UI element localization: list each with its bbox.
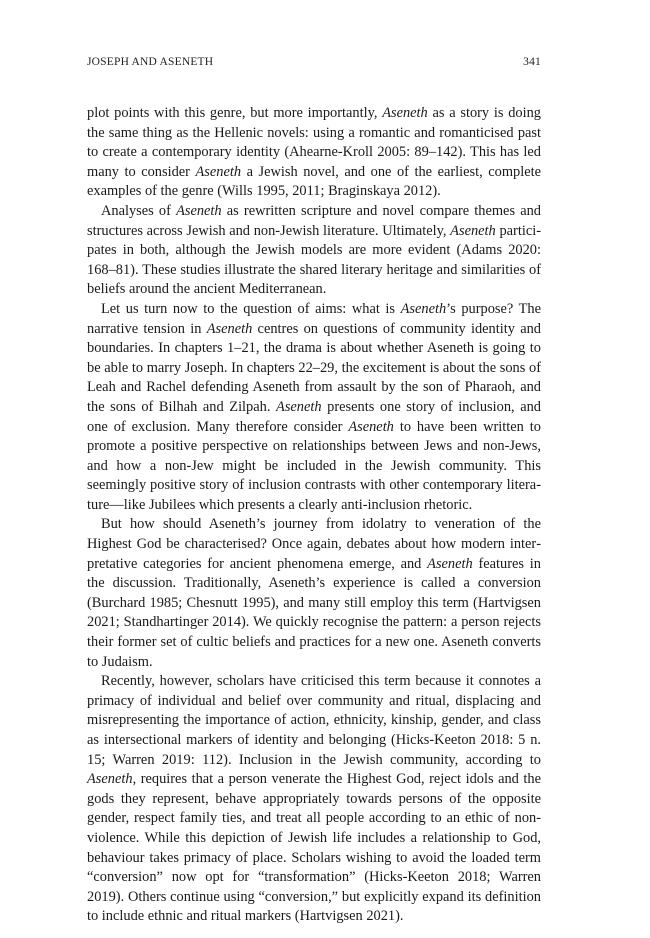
italic-title: Aseneth	[87, 771, 133, 788]
paragraph	[87, 672, 541, 927]
text-run: participates in both, although the Jewish models are more evident (Adams 2020: 168–81). These studies illustrate the shared literary heritage and similarities of beliefs around the ancient Mediterranean.	[87, 222, 542, 298]
text-run: ’s purpose? The narrative tension in	[87, 300, 541, 337]
paragraph	[87, 300, 541, 516]
text-run: as a story is doing the same thing as the Hellenic novels: using a romantic and romanticised past to create a contemporary identity (Ahearne-Kroll 2005: 89–142). This has led many to consider	[87, 105, 541, 180]
body-text	[87, 104, 541, 927]
text-run: But how should Aseneth’s journey from idolatry to veneration of the Highest God be characterised? Once again, debates about how modern interpretative categories for ancient phenomena emerge, and	[87, 516, 541, 572]
text-run: Analyses of	[101, 202, 177, 219]
text-run: plot points with this genre, but more importantly,	[87, 105, 383, 121]
paragraph	[87, 515, 541, 672]
running-head-title: JOSEPH AND ASENETH	[87, 56, 214, 68]
text-run: centres on questions of community identity and boundaries. In chapters 1–21, the drama is about whether Aseneth is going to be able to marry Joseph. In chapters 22–29, the excitement is about the sons of Leah and Rachel defending Aseneth from assault by the son of Pharaoh, and the sons of Bilhah and Zilpah.	[87, 320, 541, 415]
text-run: presents one story of inclusion, and one of exclusion. Many therefore consider	[87, 398, 541, 435]
italic-title: Aseneth	[276, 398, 322, 415]
page-number: 341	[523, 56, 541, 68]
text-run: Let us turn now to the question of aims: what is	[101, 300, 401, 317]
text-run: features in the discussion. Traditionally, Aseneth’s experience is called a conversion (Burchard 1985; Chesnutt 1995), and many still employ this term (Hartvigsen 2021; Standhartinger 2014). We quickly recognise the pattern: a person rejects their former set of cultic beliefs and practices for a new one. Aseneth converts to Judaism.	[87, 555, 541, 670]
text-run: a Jewish novel, and one of the earliest, complete examples of the genre (Wills 1995, 2011; Braginskaya 2012).	[87, 163, 541, 200]
text-run: , requires that a person venerate the Highest God, reject idols and the gods they represent, behave appropriately towards persons of the opposite gender, respect family ties, and treat all people according to an ethic of non-violence. While this depiction of Jewish life includes a relationship to God, behaviour takes primacy of place. Scholars wishing to avoid the loaded term “conversion” now opt for “transformation” (Hicks-Keeton 2018; Warren 2019). Others continue using “conversion,” but explicitly expand its definition to include ethnic and ritual markers (Hartvigsen 2021).	[87, 771, 541, 925]
italic-title: Aseneth	[206, 320, 253, 337]
text-run: as rewritten scripture and novel compare themes and structures across Jewish and non-Jewish literature. Ultimately,	[87, 202, 541, 239]
running-head	[87, 56, 541, 68]
text-run: Recently, however, scholars have criticised this term because it connotes a primacy of individual and belief over community and ritual, displacing and misrepresenting the importance of action, ethnicity, kinship, gender, and class as intersectional markers of identity and belonging (Hicks-Keeton 2018: 5 n. 15; Warren 2019: 112). Inclusion in the Jewish community, according to	[87, 673, 541, 768]
italic-title: Aseneth	[400, 300, 447, 317]
paragraph	[87, 104, 541, 202]
italic-title: Aseneth	[450, 222, 496, 239]
italic-title: Aseneth	[427, 555, 473, 572]
paragraph	[87, 202, 541, 300]
italic-title: Aseneth	[348, 418, 394, 435]
italic-title: Aseneth	[195, 163, 242, 180]
text-run: to have been written to promote a positive perspective on relationships between Jews and non-Jews, and how a non-Jew might be included in the Jewish community. This seemingly positive story of inclusion contrasts with other contemporary literature—like Jubilees which presents a clearly anti-inclusion rhetoric.	[87, 418, 541, 513]
italic-title: Aseneth	[176, 202, 222, 219]
italic-title: Aseneth	[382, 105, 428, 121]
